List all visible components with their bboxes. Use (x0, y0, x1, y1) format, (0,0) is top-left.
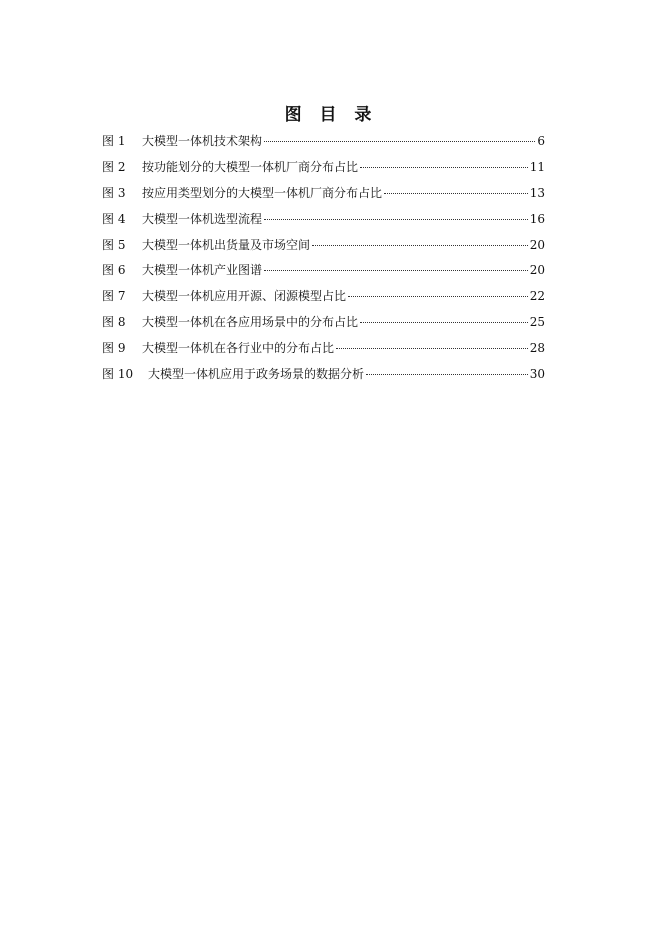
dot-leader (264, 219, 528, 220)
toc-entry[interactable] (102, 259, 545, 285)
page-number: 11 (529, 159, 545, 174)
figure-label: 图 4 (102, 211, 126, 226)
toc-entry[interactable] (102, 363, 545, 389)
toc-entry[interactable] (102, 285, 545, 311)
toc-entry[interactable] (102, 182, 545, 208)
page-number: 30 (529, 367, 545, 382)
figure-title: 大模型一体机产业图谱 (142, 263, 263, 278)
toc-entry[interactable] (102, 337, 545, 363)
figure-title: 大模型一体机技术架构 (142, 134, 263, 148)
page-number: 16 (529, 211, 545, 226)
page-number: 20 (529, 263, 545, 278)
figure-label: 图 2 (102, 159, 126, 174)
toc-entry[interactable] (102, 130, 545, 156)
figure-list (102, 130, 545, 389)
dot-leader (312, 245, 528, 246)
toc-title: 图 目 录 (284, 105, 378, 125)
figure-label: 图 8 (102, 315, 126, 330)
dot-leader (348, 296, 528, 297)
dot-leader (366, 374, 528, 375)
page-number: 13 (529, 185, 545, 200)
dot-leader (336, 348, 528, 349)
figure-title: 按功能划分的大模型一体机厂商分布占比 (142, 159, 359, 174)
figure-title: 大模型一体机在各行业中的分布占比 (142, 341, 335, 356)
page-number: 22 (529, 289, 545, 304)
figure-label: 图 7 (102, 289, 126, 304)
figure-title: 大模型一体机选型流程 (142, 211, 263, 226)
figure-title: 按应用类型划分的大模型一体机厂商分布占比 (142, 185, 383, 200)
figure-title: 大模型一体机应用于政务场景的数据分析 (148, 367, 365, 382)
figure-title: 大模型一体机在各应用场景中的分布占比 (142, 315, 359, 330)
figure-label: 图 5 (102, 237, 126, 252)
toc-entry[interactable] (102, 156, 545, 182)
dot-leader (264, 270, 528, 271)
figure-title: 大模型一体机出货量及市场空间 (142, 237, 311, 252)
figure-label: 图 6 (102, 263, 126, 278)
figure-label: 图 3 (102, 185, 126, 200)
toc-entry[interactable] (102, 208, 545, 234)
toc-entry[interactable] (102, 234, 545, 260)
toc-entry[interactable] (102, 311, 545, 337)
dot-leader (264, 141, 535, 142)
dot-leader (384, 193, 528, 194)
page-number: 28 (529, 341, 545, 356)
figure-label: 图 10 (102, 367, 134, 382)
figure-title: 大模型一体机应用开源、闭源模型占比 (142, 289, 347, 304)
page-number: 25 (529, 315, 545, 330)
figure-label: 图 9 (102, 341, 126, 356)
page-number: 6 (537, 134, 545, 148)
figure-label: 图 1 (102, 134, 126, 148)
dot-leader (360, 167, 528, 168)
dot-leader (360, 322, 528, 323)
page-number: 20 (529, 237, 545, 252)
